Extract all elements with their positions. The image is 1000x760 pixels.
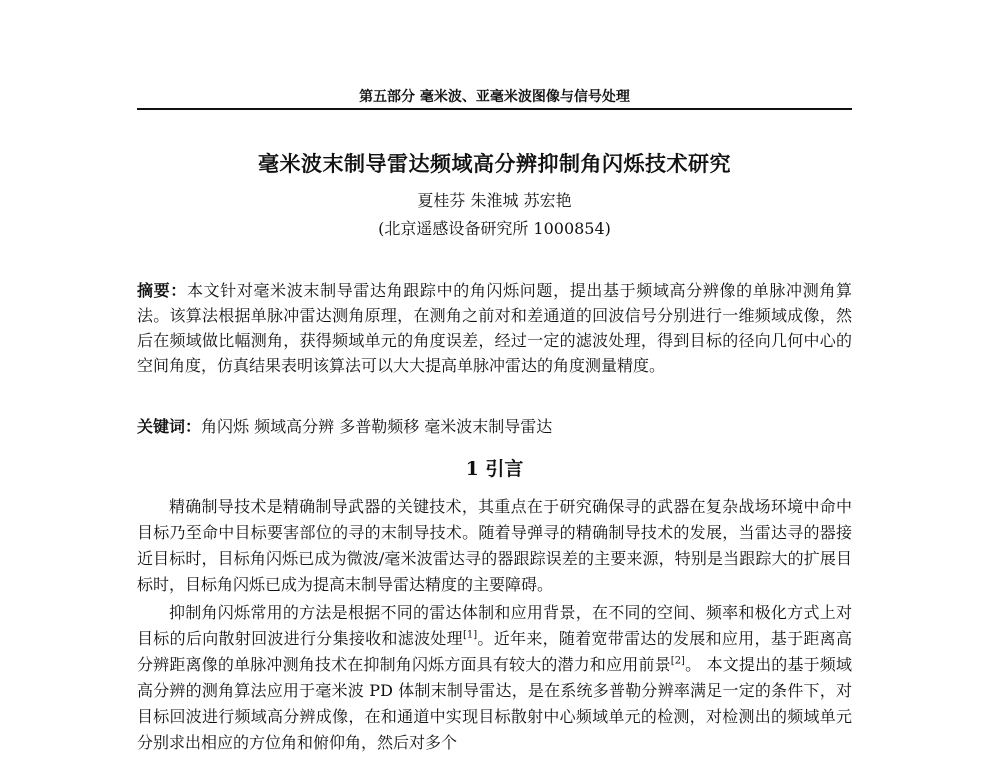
body-text bbox=[137, 494, 852, 758]
authors: 夏桂芬 朱淮城 苏宏艳 bbox=[417, 191, 572, 210]
running-header: 第五部分 毫米波、亚毫米波图像与信号处理 bbox=[137, 88, 852, 110]
paragraph-2-part-b: 。近年来，随着宽带雷达的发展和应用，基于距离高分辨距离像的单脉冲测角技术在抑制角闪烁方面具有较大的潜力和应用前景 bbox=[137, 629, 852, 674]
keywords-label: 关键词： bbox=[137, 417, 202, 436]
abstract-label: 摘要： bbox=[137, 281, 187, 300]
affiliation: (北京遥感设备研究所 1000854) bbox=[378, 219, 611, 238]
citation-ref-1: [1] bbox=[462, 629, 478, 641]
citation-ref-2: [2] bbox=[670, 655, 685, 667]
paper-title: 毫米波末制导雷达频域高分辨抑制角闪烁技术研究 bbox=[258, 152, 731, 176]
paragraph-2 bbox=[137, 600, 852, 756]
paragraph-1: 精确制导技术是精确制导武器的关键技术，其重点在于研究确保寻的武器在复杂战场环境中命中目标乃至命中目标要害部位的寻的末制导技术。随着导弹寻的精确制导技术的发展，当雷达寻的器接近目标时，目标角闪烁已成为微波/毫米波雷达寻的器跟踪误差的主要来源，特别是当跟踪大的扩展目标时，目标角闪烁已成为提高末制导雷达精度的主要障碍。 bbox=[137, 497, 852, 594]
section-heading-introduction: 1 引言 bbox=[465, 458, 524, 480]
abstract-text: 本文针对毫米波末制导雷达角跟踪中的角闪烁问题，提出基于频域高分辨像的单脉冲测角算法。该算法根据单脉冲雷达测角原理，在测角之前对和差通道的回波信号分别进行一维频域成像，然后在频域做比幅测角，获得频域单元的角度误差，经过一定的滤波处理，得到目标的径向几何中心的空间角度，仿真结果表明该算法可以大大提高单脉冲雷达的角度测量精度。 bbox=[137, 281, 852, 375]
keywords bbox=[137, 414, 852, 439]
paragraph-2-part-c: 。 本文提出的基于频域高分辨的测角算法应用于毫米波 PD 体制末制导雷达，是在系统多普勒分辨率满足一定的条件下，对目标回波进行频域高分辨成像，在和通道中实现目标散射中心频域单元的检测，对检测出的频域单元分别求出相应的方位角和俯仰角，然后对多个 bbox=[137, 655, 852, 752]
abstract bbox=[137, 278, 852, 378]
keywords-text: 角闪烁 频域高分辨 多普勒频移 毫米波末制导雷达 bbox=[201, 417, 553, 436]
paragraph-2-part-a: 抑制角闪烁常用的方法是根据不同的雷达体制和应用背景，在不同的空间、频率和极化方式上对目标的后向散射回波进行分集接收和滤波处理 bbox=[137, 603, 852, 648]
